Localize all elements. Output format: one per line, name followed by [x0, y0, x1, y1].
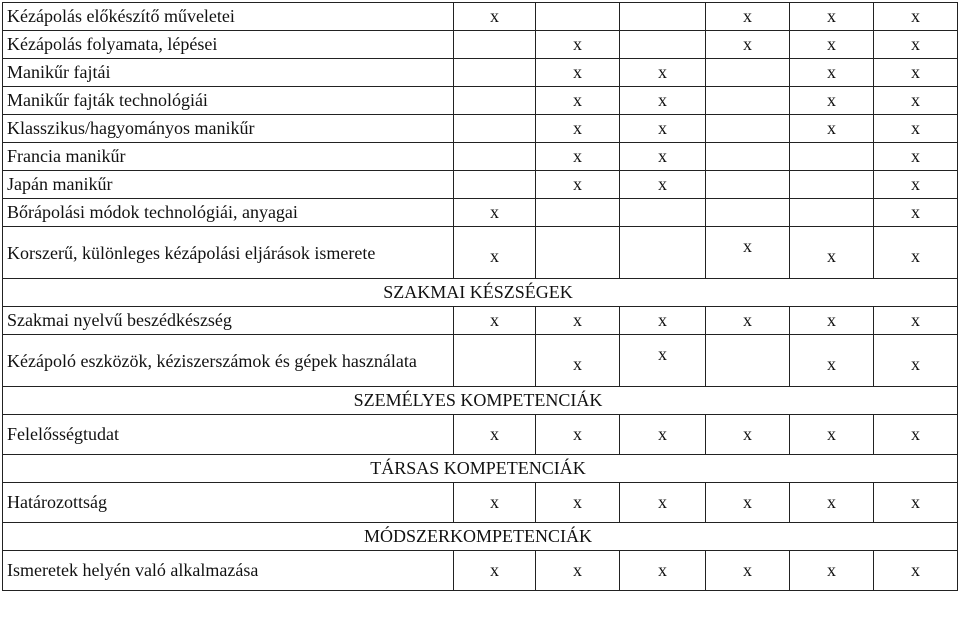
mark-cell — [536, 483, 620, 523]
mark-cell — [706, 87, 790, 115]
check-mark: x — [827, 118, 836, 138]
table-row — [3, 415, 958, 455]
table-row — [3, 59, 958, 87]
mark-cell — [620, 59, 706, 87]
mark-cell — [706, 415, 790, 455]
check-mark: x — [658, 118, 667, 138]
mark-cell — [706, 335, 790, 387]
check-mark: x — [743, 34, 752, 54]
check-mark: x — [743, 560, 752, 580]
mark-cell — [874, 307, 958, 335]
mark-cell — [620, 171, 706, 199]
mark-cell — [874, 171, 958, 199]
mark-cell — [620, 227, 706, 279]
mark-cell — [536, 335, 620, 387]
mark-cell — [620, 551, 706, 591]
table-row — [3, 335, 958, 387]
mark-cell — [536, 143, 620, 171]
mark-cell — [706, 483, 790, 523]
mark-cell — [790, 335, 874, 387]
mark-cell — [706, 3, 790, 31]
table-row — [3, 31, 958, 59]
row-label: Klasszikus/hagyományos manikűr — [3, 115, 454, 143]
check-mark: x — [911, 6, 920, 26]
check-mark: x — [658, 174, 667, 194]
check-mark: x — [573, 424, 582, 444]
mark-cell — [454, 143, 536, 171]
check-mark: x — [658, 90, 667, 110]
mark-cell — [874, 199, 958, 227]
mark-cell — [790, 415, 874, 455]
check-mark: x — [827, 90, 836, 110]
table-row — [3, 199, 958, 227]
mark-cell — [790, 307, 874, 335]
mark-cell — [536, 415, 620, 455]
check-mark: x — [911, 310, 920, 330]
table-row — [3, 227, 958, 279]
mark-cell — [536, 3, 620, 31]
check-mark: x — [573, 310, 582, 330]
check-mark: x — [658, 310, 667, 330]
check-mark: x — [573, 354, 582, 374]
check-mark: x — [827, 492, 836, 512]
check-mark: x — [743, 236, 752, 256]
check-mark: x — [827, 560, 836, 580]
check-mark: x — [573, 90, 582, 110]
check-mark: x — [911, 62, 920, 82]
check-mark: x — [743, 310, 752, 330]
check-mark: x — [573, 146, 582, 166]
check-mark: x — [573, 174, 582, 194]
mark-cell — [454, 31, 536, 59]
mark-cell — [790, 115, 874, 143]
check-mark: x — [573, 62, 582, 82]
check-mark: x — [658, 62, 667, 82]
check-mark: x — [911, 424, 920, 444]
row-label: Bőrápolási módok technológiái, anyagai — [3, 199, 454, 227]
section-row — [3, 455, 958, 483]
mark-cell — [454, 307, 536, 335]
section-heading: SZAKMAI KÉSZSÉGEK — [3, 279, 958, 307]
mark-cell — [454, 59, 536, 87]
check-mark: x — [911, 118, 920, 138]
mark-cell — [706, 171, 790, 199]
check-mark: x — [827, 6, 836, 26]
mark-cell — [706, 227, 790, 279]
mark-cell — [536, 87, 620, 115]
check-mark: x — [573, 492, 582, 512]
table-row — [3, 3, 958, 31]
mark-cell — [874, 143, 958, 171]
mark-cell — [536, 115, 620, 143]
check-mark: x — [658, 146, 667, 166]
mark-cell — [874, 227, 958, 279]
mark-cell — [790, 551, 874, 591]
mark-cell — [790, 3, 874, 31]
row-label: Kézápolás előkészítő műveletei — [3, 3, 454, 31]
mark-cell — [790, 59, 874, 87]
check-mark: x — [573, 118, 582, 138]
mark-cell — [454, 171, 536, 199]
mark-cell — [790, 171, 874, 199]
mark-cell — [874, 551, 958, 591]
mark-cell — [874, 483, 958, 523]
check-mark: x — [743, 492, 752, 512]
mark-cell — [620, 31, 706, 59]
mark-cell — [874, 415, 958, 455]
mark-cell — [536, 307, 620, 335]
competency-table-wrapper — [2, 2, 958, 591]
mark-cell — [706, 31, 790, 59]
mark-cell — [790, 143, 874, 171]
check-mark: x — [911, 354, 920, 374]
check-mark: x — [827, 354, 836, 374]
mark-cell — [620, 307, 706, 335]
mark-cell — [620, 143, 706, 171]
row-label: Manikűr fajtái — [3, 59, 454, 87]
mark-cell — [536, 59, 620, 87]
mark-cell — [706, 143, 790, 171]
mark-cell — [706, 59, 790, 87]
mark-cell — [454, 415, 536, 455]
check-mark: x — [827, 62, 836, 82]
section-heading: MÓDSZERKOMPETENCIÁK — [3, 523, 958, 551]
row-label: Határozottság — [3, 483, 454, 523]
mark-cell — [790, 483, 874, 523]
mark-cell — [790, 199, 874, 227]
check-mark: x — [911, 90, 920, 110]
mark-cell — [874, 3, 958, 31]
mark-cell — [620, 3, 706, 31]
check-mark: x — [911, 246, 920, 266]
mark-cell — [620, 87, 706, 115]
mark-cell — [454, 227, 536, 279]
check-mark: x — [490, 310, 499, 330]
check-mark: x — [658, 344, 667, 364]
mark-cell — [790, 227, 874, 279]
row-label: Francia manikűr — [3, 143, 454, 171]
check-mark: x — [827, 310, 836, 330]
section-row — [3, 279, 958, 307]
check-mark: x — [573, 34, 582, 54]
row-label: Szakmai nyelvű beszédkészség — [3, 307, 454, 335]
mark-cell — [620, 415, 706, 455]
check-mark: x — [911, 146, 920, 166]
table-row — [3, 87, 958, 115]
mark-cell — [536, 551, 620, 591]
mark-cell — [874, 115, 958, 143]
competency-table — [2, 2, 958, 591]
check-mark: x — [658, 492, 667, 512]
mark-cell — [454, 87, 536, 115]
row-label: Felelősségtudat — [3, 415, 454, 455]
mark-cell — [706, 307, 790, 335]
row-label: Ismeretek helyén való alkalmazása — [3, 551, 454, 591]
row-label: Korszerű, különleges kézápolási eljárások ismerete — [3, 227, 454, 279]
mark-cell — [706, 115, 790, 143]
mark-cell — [536, 171, 620, 199]
row-label: Kézápolás folyamata, lépései — [3, 31, 454, 59]
check-mark: x — [827, 246, 836, 266]
table-row — [3, 115, 958, 143]
row-label: Manikűr fajták technológiái — [3, 87, 454, 115]
check-mark: x — [490, 560, 499, 580]
mark-cell — [454, 335, 536, 387]
mark-cell — [790, 31, 874, 59]
mark-cell — [454, 115, 536, 143]
row-label: Kézápoló eszközök, kéziszerszámok és gépek használata — [3, 335, 454, 387]
section-row — [3, 523, 958, 551]
row-label: Japán manikűr — [3, 171, 454, 199]
mark-cell — [874, 335, 958, 387]
mark-cell — [706, 199, 790, 227]
check-mark: x — [490, 6, 499, 26]
check-mark: x — [911, 492, 920, 512]
table-row — [3, 483, 958, 523]
mark-cell — [620, 483, 706, 523]
section-row — [3, 387, 958, 415]
check-mark: x — [658, 560, 667, 580]
check-mark: x — [490, 492, 499, 512]
mark-cell — [874, 87, 958, 115]
table-row — [3, 171, 958, 199]
mark-cell — [454, 3, 536, 31]
section-heading: TÁRSAS KOMPETENCIÁK — [3, 455, 958, 483]
table-body — [3, 3, 958, 591]
check-mark: x — [658, 424, 667, 444]
mark-cell — [536, 31, 620, 59]
mark-cell — [620, 115, 706, 143]
mark-cell — [454, 483, 536, 523]
check-mark: x — [911, 560, 920, 580]
check-mark: x — [490, 202, 499, 222]
mark-cell — [454, 551, 536, 591]
table-row — [3, 551, 958, 591]
mark-cell — [790, 87, 874, 115]
table-row — [3, 307, 958, 335]
mark-cell — [454, 199, 536, 227]
check-mark: x — [743, 6, 752, 26]
section-heading: SZEMÉLYES KOMPETENCIÁK — [3, 387, 958, 415]
mark-cell — [874, 59, 958, 87]
check-mark: x — [911, 174, 920, 194]
check-mark: x — [743, 424, 752, 444]
check-mark: x — [573, 560, 582, 580]
check-mark: x — [490, 424, 499, 444]
check-mark: x — [911, 202, 920, 222]
mark-cell — [620, 335, 706, 387]
mark-cell — [620, 199, 706, 227]
check-mark: x — [911, 34, 920, 54]
check-mark: x — [827, 424, 836, 444]
mark-cell — [536, 227, 620, 279]
check-mark: x — [490, 246, 499, 266]
check-mark: x — [827, 34, 836, 54]
mark-cell — [706, 551, 790, 591]
table-row — [3, 143, 958, 171]
mark-cell — [536, 199, 620, 227]
mark-cell — [874, 31, 958, 59]
